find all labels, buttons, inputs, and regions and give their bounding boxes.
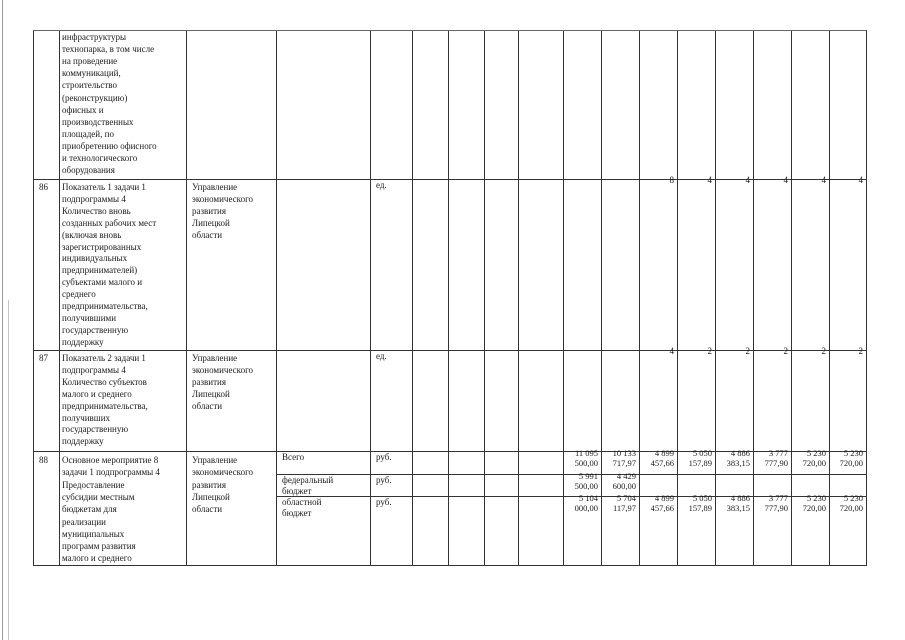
column-border: [412, 30, 413, 565]
funding-amount: 5 104: [578, 493, 598, 503]
funding-amount: 720,00: [839, 458, 863, 468]
indicator-name-line: предпринимательства,: [62, 400, 148, 411]
indicator-name-line: предпринимательства,: [62, 301, 148, 311]
funding-amount: 383,15: [726, 503, 750, 513]
executor-line: экономического: [192, 364, 254, 375]
funding-amount: 5 704: [616, 493, 636, 503]
executor-line: Липецкой: [192, 217, 230, 228]
continuation-text-line: офисных и: [62, 104, 104, 115]
column-border: [448, 30, 449, 565]
funding-amount: 5 230: [806, 493, 826, 503]
funding-amount: 000,00: [574, 503, 598, 513]
indicator-name-line: Количество субъектов: [62, 376, 147, 387]
funding-amount: 5 230: [806, 448, 826, 458]
funding-source: областной: [282, 497, 322, 507]
unit-label: ед.: [376, 351, 387, 361]
executor-line: Управление: [192, 455, 238, 465]
funding-amount: 5 050: [692, 493, 712, 503]
executor-line: экономического: [192, 467, 254, 478]
funding-amount: 777,90: [764, 458, 788, 468]
indicator-name-line: получившими: [62, 312, 117, 323]
column-border: [33, 30, 34, 565]
funding-amount: 4 899: [654, 448, 674, 458]
column-border: [370, 30, 371, 565]
funding-amount: 600,00: [612, 481, 636, 491]
indicator-value: 4: [821, 175, 826, 185]
funding-amount: 157,89: [688, 503, 712, 513]
continuation-text-line: (реконструкцию): [62, 92, 128, 103]
executor-line: Липецкой: [192, 491, 230, 502]
indicator-name-line: поддержку: [62, 336, 104, 347]
funding-amount: 4 899: [654, 493, 674, 503]
indicator-value: 2: [858, 346, 863, 356]
executor-line: развития: [192, 205, 227, 216]
funding-amount: 5 230: [843, 448, 863, 458]
measure-name-line: муниципальных: [62, 528, 125, 539]
measure-name-line: бюджетам для: [62, 504, 117, 515]
column-border: [791, 30, 792, 565]
measure-name-line: программ развития: [62, 541, 136, 552]
funding-amount: 10 133: [612, 448, 636, 458]
indicator-name-line: получивших: [62, 412, 111, 423]
indicator-value: 4: [669, 346, 674, 356]
column-border: [866, 30, 867, 565]
indicator-name-line: среднего: [62, 289, 96, 300]
continuation-text-line: инфраструктуры: [62, 32, 126, 42]
indicator-name-line: предпринимателей): [62, 265, 138, 276]
column-border: [829, 30, 830, 565]
funding-amount: 5 991: [578, 471, 598, 481]
indicator-value: 4: [783, 175, 788, 185]
row-number: 88: [39, 455, 48, 465]
measure-name-line: малого и среднего: [62, 553, 132, 564]
funding-amount: 4 429: [616, 471, 636, 481]
funding-amount: 500,00: [574, 481, 598, 491]
funding-source: федеральный: [282, 475, 334, 485]
measure-name-line: реализации: [62, 516, 106, 527]
continuation-text-line: технопарка, в том числе: [62, 44, 155, 55]
indicator-name-line: государственную: [62, 424, 129, 435]
funding-amount: 777,90: [764, 503, 788, 513]
indicator-name-line: субъектами малого и: [62, 277, 143, 288]
indicator-name-line: Количество вновь: [62, 205, 131, 216]
indicator-name-line: зарегистрированных: [62, 241, 142, 252]
executor-line: Управление: [192, 182, 238, 192]
funding-amount: 157,89: [688, 458, 712, 468]
continuation-text-line: на проведение: [62, 56, 118, 67]
funding-amount: 11 095: [574, 448, 598, 458]
executor-line: области: [192, 229, 223, 240]
row-number: 87: [39, 353, 48, 363]
funding-amount: 500,00: [574, 458, 598, 468]
measure-name-line: Предоставление: [62, 479, 125, 490]
indicator-name-line: (включая вновь: [62, 229, 122, 240]
funding-amount: 720,00: [802, 458, 826, 468]
column-border: [639, 30, 640, 565]
continuation-text-line: строительство: [62, 80, 117, 91]
continuation-text-line: производственных: [62, 116, 134, 127]
indicator-value: 2: [783, 346, 788, 356]
indicator-name-line: государственную: [62, 324, 129, 335]
executor-line: Управление: [192, 353, 238, 363]
row-number: 86: [39, 182, 48, 192]
column-border: [276, 30, 277, 565]
unit-label: руб.: [376, 497, 392, 507]
indicator-value: 4: [707, 175, 712, 185]
row-border: [33, 565, 867, 566]
continuation-text-line: площадей, по: [62, 128, 114, 139]
scan-edge-secondary: [8, 300, 9, 640]
indicator-name-line: созданных рабочих мест: [62, 217, 157, 228]
column-border: [518, 30, 519, 565]
funding-amount: 4 886: [730, 448, 750, 458]
column-border: [753, 30, 754, 565]
indicator-value: 4: [745, 175, 750, 185]
executor-line: экономического: [192, 193, 254, 204]
funding-amount: 457,66: [650, 503, 674, 513]
measure-name-line: задачи 1 подпрограммы 4: [62, 467, 160, 478]
unit-label: руб.: [376, 452, 392, 462]
funding-source: бюджет: [282, 486, 312, 496]
executor-line: Липецкой: [192, 388, 230, 399]
funding-amount: 457,66: [650, 458, 674, 468]
column-border: [186, 30, 187, 565]
continuation-text-line: и технологического: [62, 153, 138, 163]
funding-amount: 5 050: [692, 448, 712, 458]
unit-label: руб.: [376, 475, 392, 485]
funding-source: бюджет: [282, 508, 312, 518]
indicator-value: 2: [707, 346, 712, 356]
column-border: [59, 30, 60, 565]
indicator-name-line: поддержку: [62, 436, 104, 447]
funding-amount: 3 777: [768, 493, 788, 503]
executor-line: развития: [192, 479, 227, 490]
scan-edge: [2, 0, 3, 640]
measure-name-line: Основное мероприятие 8: [62, 455, 159, 465]
indicator-value: 4: [858, 175, 863, 185]
continuation-text-line: оборудования: [62, 165, 115, 176]
executor-line: области: [192, 504, 223, 515]
indicator-name-line: малого и среднего: [62, 388, 132, 399]
column-border: [715, 30, 716, 565]
indicator-name-line: Показатель 1 задачи 1: [62, 182, 146, 192]
executor-line: развития: [192, 376, 227, 387]
indicator-name-line: подпрограммы 4: [62, 193, 126, 204]
funding-amount: 117,97: [612, 503, 636, 513]
executor-line: области: [192, 400, 223, 411]
funding-amount: 383,15: [726, 458, 750, 468]
column-border: [677, 30, 678, 565]
indicator-name-line: индивидуальных: [62, 253, 128, 264]
unit-label: ед.: [376, 180, 387, 190]
funding-amount: 717,97: [612, 458, 636, 468]
column-border: [484, 30, 485, 565]
indicator-name-line: подпрограммы 4: [62, 364, 126, 375]
indicator-value: 2: [745, 346, 750, 356]
funding-amount: 4 886: [730, 493, 750, 503]
table-top-border: [33, 30, 866, 31]
funding-amount: 3 777: [768, 448, 788, 458]
continuation-text-line: приобретению офисного: [62, 140, 157, 151]
funding-amount: 720,00: [839, 503, 863, 513]
funding-source: Всего: [282, 452, 305, 462]
funding-amount: 720,00: [802, 503, 826, 513]
indicator-name-line: Показатель 2 задачи 1: [62, 353, 146, 363]
indicator-value: 8: [669, 175, 674, 185]
indicator-value: 2: [821, 346, 826, 356]
funding-amount: 5 230: [843, 493, 863, 503]
measure-name-line: субсидии местным: [62, 491, 135, 502]
continuation-text-line: коммуникаций,: [62, 68, 121, 79]
